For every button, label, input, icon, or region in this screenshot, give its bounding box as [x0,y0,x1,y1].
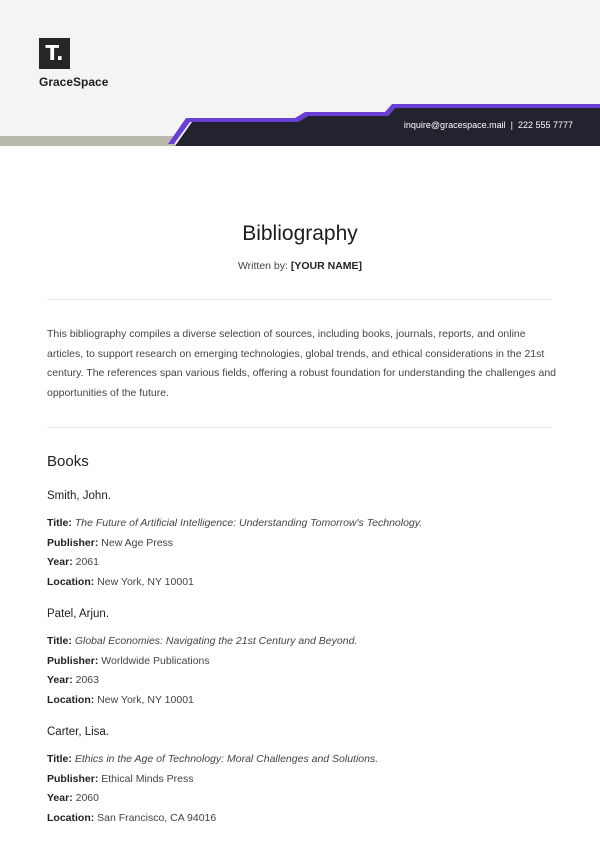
logo-icon: T. [39,38,70,69]
entry-year: 2060 [75,792,99,804]
entry-title: The Future of Artificial Intelligence: Understanding Tomorrow's Technology. [74,517,423,529]
field-label: Title: [47,753,72,765]
contact-email: inquire@gracespace.mail [403,120,506,130]
field-label: Publisher: [47,654,99,667]
field-label: Location: [47,811,95,824]
entry-publisher: Ethical Minds Press [101,772,194,785]
entry-year: 2063 [75,674,99,686]
field-label: Location: [47,693,95,706]
entry-year-field [47,671,567,691]
contact-phone: 222 555 7777 [517,120,573,130]
entry-location-field [47,573,567,593]
entry-publisher: Worldwide Publications [101,654,210,667]
entry-year: 2061 [75,556,99,568]
entry-publisher: New Age Press [101,536,174,549]
page-title: Bibliography [242,222,358,245]
bibliography-entry [47,722,567,828]
entry-year-field [47,789,567,809]
field-label: Publisher: [47,772,99,785]
field-label: Title: [47,635,72,647]
contact-info [404,120,573,130]
byline [0,260,600,272]
entry-location: New York, NY 10001 [97,693,194,706]
entry-publisher-field [47,652,567,672]
field-label: Year: [47,556,73,568]
entry-location: San Francisco, CA 94016 [97,811,217,824]
entry-location-field [47,809,567,829]
entry-title-field [47,750,567,770]
section-heading-books: Books [47,453,89,470]
entry-author: Patel, Arjun. [47,608,110,620]
entry-title-field [47,632,567,652]
entry-title: Global Economies: Navigating the 21st Century and Beyond. [74,635,358,647]
entry-title: Ethics in the Age of Technology: Moral Challenges and Solutions. [74,753,379,765]
field-label: Location: [47,575,95,588]
header [0,0,600,146]
entry-location-field [47,691,567,711]
field-label: Year: [47,674,73,686]
field-label: Publisher: [47,536,99,549]
entry-year-field [47,553,567,573]
field-label: Title: [47,517,72,529]
entry-publisher-field [47,770,567,790]
contact-separator: | [510,120,513,130]
entry-title-field [47,514,567,534]
entry-publisher-field [47,534,567,554]
entry-location: New York, NY 10001 [97,575,194,588]
bibliography-entry [47,604,567,710]
divider [47,427,552,428]
entry-author: Carter, Lisa. [47,726,109,738]
byline-prefix: Written by: [237,260,288,272]
field-label: Year: [47,792,73,804]
byline-name: [YOUR NAME] [290,260,363,272]
entry-author: Smith, John. [47,490,111,502]
intro-paragraph: This bibliography compiles a diverse selection of sources, including books, journals, reports, and online articles, to support research on emerging technologies, global trends, and ethical considerations in the 21st century. The references span various fields, offering a robust foundation for understanding the challenges and opportunities of the future. [47,328,556,399]
brand-name: GraceSpace [39,75,109,89]
divider [47,299,552,300]
bibliography-entry [47,486,567,592]
